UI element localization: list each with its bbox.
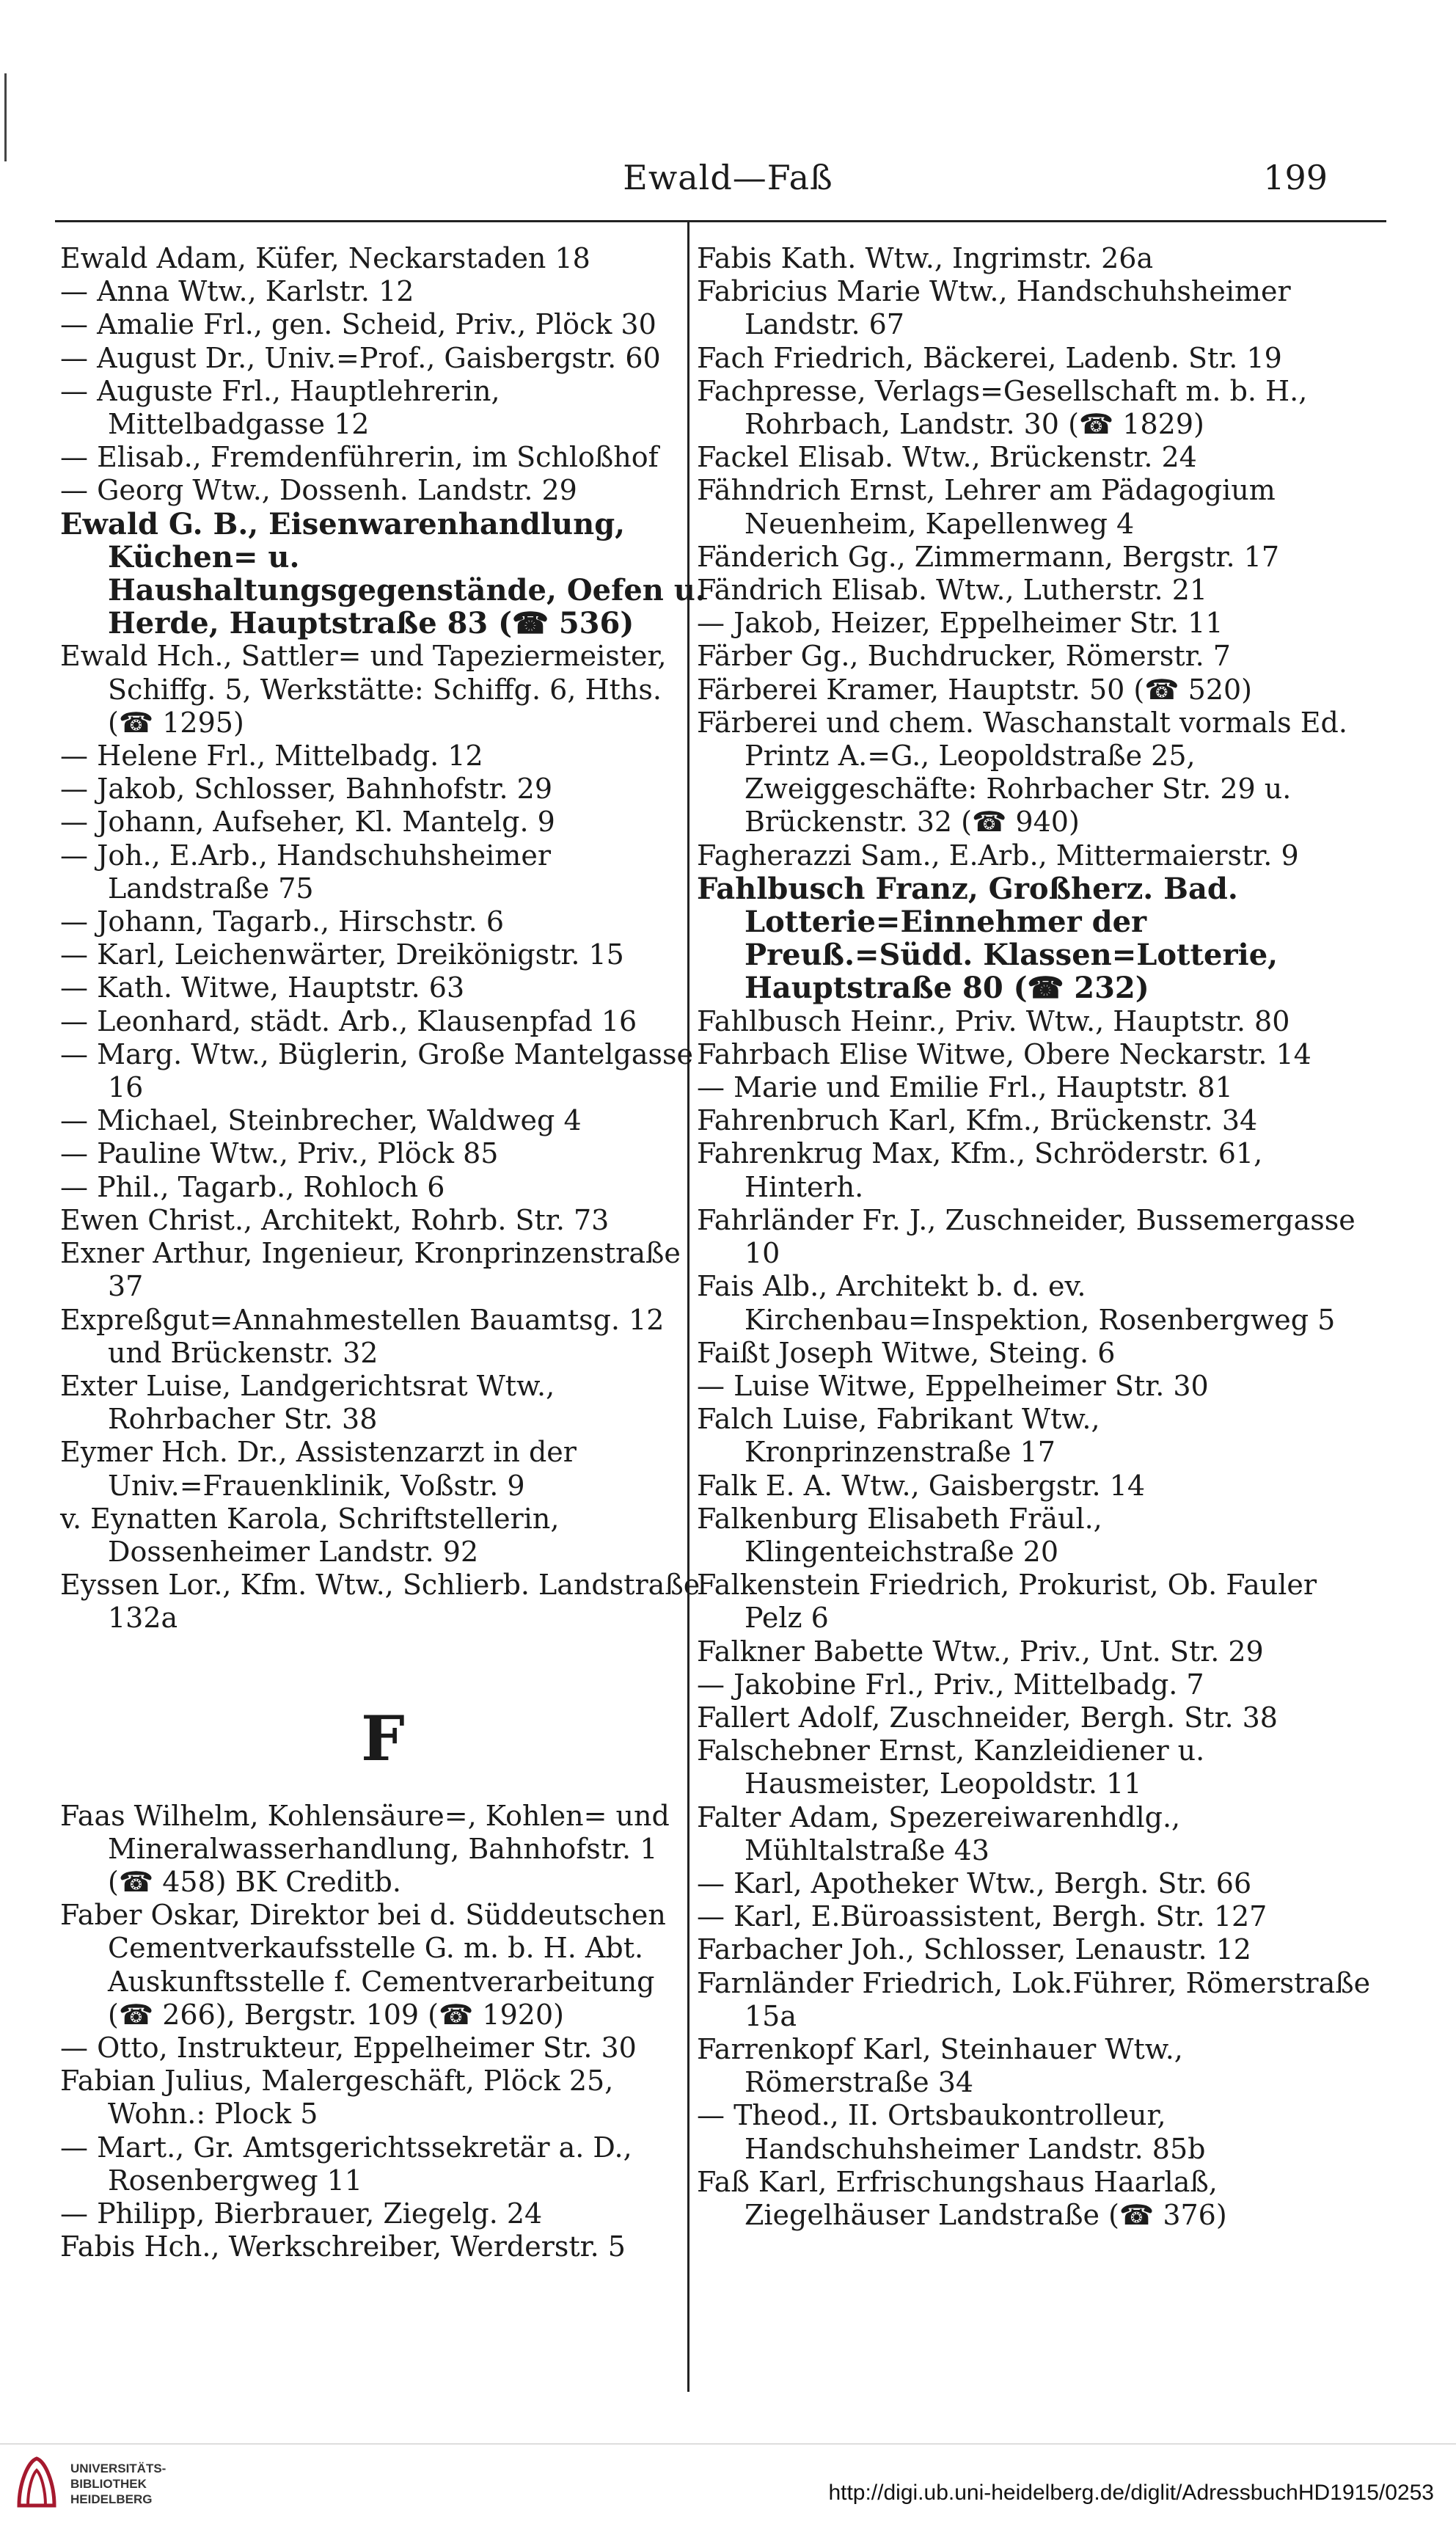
footer-rule xyxy=(0,2443,1456,2445)
directory-entry: Ewald Adam, Küfer, Neckarstaden 18 xyxy=(60,242,590,274)
directory-entry: Färberei und chem. Waschanstalt vormals Ed. Printz A.=G., Leopoldstraße 25, Zweiggeschäfte: Rohrbacher Str. 29 u. Brückenstr. 32 (☎ 940) xyxy=(697,706,1347,839)
directory-entry: Ewald Hch., Sattler= und Tapeziermeister, Schiffg. 5, Werkstätte: Schiffg. 6, Hths. (☎ 1295) xyxy=(60,640,667,739)
directory-entry: Ewald G. B., Eisenwarenhandlung, Küchen= u. Haushaltungsgegenstände, Oefen u. Herde, Hauptstraße 83 (☎ 536) xyxy=(60,506,706,641)
directory-entry: — Kath. Witwe, Hauptstr. 63 xyxy=(60,971,465,1004)
directory-entry: — Luise Witwe, Eppelheimer Str. 30 xyxy=(697,1369,1209,1402)
page-header-title: Ewald—Faß xyxy=(623,158,833,197)
directory-entry: Fahrländer Fr. J., Zuschneider, Bussemergasse 10 xyxy=(697,1203,1356,1270)
directory-entry: Falschebner Ernst, Kanzleidiener u. Hausmeister, Leopoldstr. 11 xyxy=(697,1734,1205,1800)
library-name-line: BIBLIOTHEK xyxy=(70,2476,147,2491)
directory-entry: — Johann, Tagarb., Hirschstr. 6 xyxy=(60,905,504,938)
directory-entry: Fahrenkrug Max, Kfm., Schröderstr. 61, Hinterh. xyxy=(697,1137,1263,1203)
directory-entry: Ewen Christ., Architekt, Rohrb. Str. 73 xyxy=(60,1203,610,1236)
directory-entry: Färberei Kramer, Hauptstr. 50 (☎ 520) xyxy=(697,673,1252,706)
directory-entry: Färber Gg., Buchdrucker, Römerstr. 7 xyxy=(697,640,1231,673)
right-column xyxy=(697,242,1372,2232)
directory-entry: — Elisab., Fremdenführerin, im Schloßhof xyxy=(60,441,659,474)
directory-entry: — Jakob, Heizer, Eppelheimer Str. 11 xyxy=(697,607,1223,640)
page-number: 199 xyxy=(1263,158,1328,197)
directory-entry: — Karl, Apotheker Wtw., Bergh. Str. 66 xyxy=(697,1866,1252,1900)
directory-entry: Falkenstein Friedrich, Prokurist, Ob. Fauler Pelz 6 xyxy=(697,1569,1317,1635)
directory-entry: — Mart., Gr. Amtsgerichtssekretär a. D., Rosenbergweg 11 xyxy=(60,2131,632,2197)
directory-entry: Fagherazzi Sam., E.Arb., Mittermaierstr. 9 xyxy=(697,839,1299,872)
directory-entry: Falk E. A. Wtw., Gaisbergstr. 14 xyxy=(697,1469,1146,1502)
section-letter-heading: F xyxy=(361,1701,405,1775)
directory-entry: Fach Friedrich, Bäckerei, Ladenb. Str. 19 xyxy=(697,341,1282,374)
directory-entry: Fahrbach Elise Witwe, Obere Neckarstr. 14 xyxy=(697,1037,1312,1070)
directory-entry: Fackel Elisab. Wtw., Brückenstr. 24 xyxy=(697,441,1197,474)
library-name-line: UNIVERSITÄTS- xyxy=(70,2461,167,2475)
directory-entry: Faber Oskar, Direktor bei d. Süddeutschen Cementverkaufsstelle G. m. b. H. Abt. Auskunftsstelle f. Cementverarbeitung (☎ 266), Bergstr. 109 (☎ 1920) xyxy=(60,1899,666,2031)
library-seal-icon xyxy=(13,2454,60,2513)
directory-entry: Fahlbusch Franz, Großherz. Bad. Lotterie=Einnehmer der Preuß.=Südd. Klassen=Lotterie, Hauptstraße 80 (☎ 232) xyxy=(697,871,1278,1006)
directory-entry: — Georg Wtw., Dossenh. Landstr. 29 xyxy=(60,474,577,507)
directory-entry: Fais Alb., Architekt b. d. ev. Kirchenbau=Inspektion, Rosenbergweg 5 xyxy=(697,1270,1336,1336)
directory-entry: Fänderich Gg., Zimmermann, Bergstr. 17 xyxy=(697,540,1280,573)
directory-entry: — Theod., II. Ortsbaukontrolleur, Handschuhsheimer Landstr. 85b xyxy=(697,2099,1206,2165)
directory-entry: — August Dr., Univ.=Prof., Gaisbergstr. 60 xyxy=(60,341,661,374)
directory-entry: — Joh., E.Arb., Handschuhsheimer Landstraße 75 xyxy=(60,839,551,905)
directory-entry: Faß Karl, Erfrischungshaus Haarlaß, Ziegelhäuser Landstraße (☎ 376) xyxy=(697,2165,1227,2231)
directory-entry: — Otto, Instrukteur, Eppelheimer Str. 30 xyxy=(60,2031,637,2064)
directory-entry: — Karl, Leichenwärter, Dreikönigstr. 15 xyxy=(60,938,624,971)
directory-entry: Fabis Hch., Werkschreiber, Werderstr. 5 xyxy=(60,2230,626,2263)
directory-entry: Fachpresse, Verlags=Gesellschaft m. b. H., Rohrbach, Landstr. 30 (☎ 1829) xyxy=(697,374,1308,441)
directory-entry: Farrenkopf Karl, Steinhauer Wtw., Römerstraße 34 xyxy=(697,2032,1183,2099)
directory-entry: Fähndrich Ernst, Lehrer am Pädagogium Neuenheim, Kapellenweg 4 xyxy=(697,474,1276,540)
directory-entry: Fabis Kath. Wtw., Ingrimstr. 26a xyxy=(697,242,1154,274)
directory-entry: Eymer Hch. Dr., Assistenzarzt in der Univ.=Frauenklinik, Voßstr. 9 xyxy=(60,1436,577,1502)
directory-entry: Fahlbusch Heinr., Priv. Wtw., Hauptstr. 80 xyxy=(697,1004,1290,1037)
directory-entry: Falch Luise, Fabrikant Wtw., Kronprinzenstraße 17 xyxy=(697,1403,1100,1469)
directory-entry: — Anna Wtw., Karlstr. 12 xyxy=(60,275,414,308)
directory-entry: Falkner Babette Wtw., Priv., Unt. Str. 29 xyxy=(697,1635,1264,1668)
directory-entry: Faas Wilhelm, Kohlensäure=, Kohlen= und Mineralwasserhandlung, Bahnhofstr. 1 (☎ 458) BK Creditb. xyxy=(60,1799,670,1898)
directory-entry: Fabricius Marie Wtw., Handschuhsheimer Landstr. 67 xyxy=(697,275,1291,341)
directory-entry: — Johann, Aufseher, Kl. Mantelg. 9 xyxy=(60,806,555,839)
directory-entry: v. Eynatten Karola, Schriftstellerin, Dossenheimer Landstr. 92 xyxy=(60,1502,560,1568)
page-edge-mark xyxy=(4,73,7,161)
directory-entry: — Auguste Frl., Hauptlehrerin, Mittelbadgasse 12 xyxy=(60,374,500,441)
directory-entry: Fändrich Elisab. Wtw., Lutherstr. 21 xyxy=(697,574,1208,607)
directory-entry: Exter Luise, Landgerichtsrat Wtw., Rohrbacher Str. 38 xyxy=(60,1369,555,1436)
library-logo xyxy=(13,2454,166,2513)
directory-entry: Falkenburg Elisabeth Fräul., Klingenteichstraße 20 xyxy=(697,1502,1102,1568)
directory-entry: — Marg. Wtw., Büglerin, Große Mantelgasse 16 xyxy=(60,1037,693,1104)
directory-entry: — Michael, Steinbrecher, Waldweg 4 xyxy=(60,1104,582,1137)
directory-entry: Eyssen Lor., Kfm. Wtw., Schlierb. Landstraße 132a xyxy=(60,1569,700,1635)
directory-entry: — Jakobine Frl., Priv., Mittelbadg. 7 xyxy=(697,1668,1204,1701)
directory-entry: — Leonhard, städt. Arb., Klausenpfad 16 xyxy=(60,1004,637,1037)
directory-entry: Exner Arthur, Ingenieur, Kronprinzenstraße 37 xyxy=(60,1237,681,1303)
directory-entry: Fallert Adolf, Zuschneider, Bergh. Str. 38 xyxy=(697,1701,1278,1734)
directory-entry: Expreßgut=Annahmestellen Bauamtsg. 12 und Brückenstr. 32 xyxy=(60,1303,665,1369)
left-column xyxy=(60,242,706,2263)
directory-entry: — Phil., Tagarb., Rohloch 6 xyxy=(60,1170,445,1203)
directory-entry: Fahrenbruch Karl, Kfm., Brückenstr. 34 xyxy=(697,1104,1258,1137)
directory-entry: — Philipp, Bierbrauer, Ziegelg. 24 xyxy=(60,2197,543,2230)
directory-entry: — Jakob, Schlosser, Bahnhofstr. 29 xyxy=(60,773,553,806)
directory-entry: — Helene Frl., Mittelbadg. 12 xyxy=(60,740,483,773)
directory-entry: Farbacher Joh., Schlosser, Lenaustr. 12 xyxy=(697,1933,1251,1966)
library-name xyxy=(70,2461,166,2507)
directory-entry: Fabian Julius, Malergeschäft, Plöck 25, Wohn.: Plock 5 xyxy=(60,2065,614,2131)
source-url-link[interactable]: http://digi.ub.uni-heidelberg.de/diglit/AdressbuchHD1915/0253 xyxy=(828,2481,1434,2505)
directory-entry: Faißt Joseph Witwe, Steing. 6 xyxy=(697,1336,1116,1369)
directory-entry: — Marie und Emilie Frl., Hauptstr. 81 xyxy=(697,1071,1233,1104)
library-name-line: HEIDELBERG xyxy=(70,2492,153,2506)
directory-entry: Falter Adam, Spezereiwarenhdlg., Mühltalstraße 43 xyxy=(697,1800,1181,1866)
directory-entry: — Karl, E.Büroassistent, Bergh. Str. 127 xyxy=(697,1900,1267,1933)
directory-entry: Farnländer Friedrich, Lok.Führer, Römerstraße 15a xyxy=(697,1966,1371,2032)
directory-entry: — Pauline Wtw., Priv., Plöck 85 xyxy=(60,1137,499,1170)
directory-entry: — Amalie Frl., gen. Scheid, Priv., Plöck 30 xyxy=(60,308,656,341)
header-rule xyxy=(55,220,1386,222)
